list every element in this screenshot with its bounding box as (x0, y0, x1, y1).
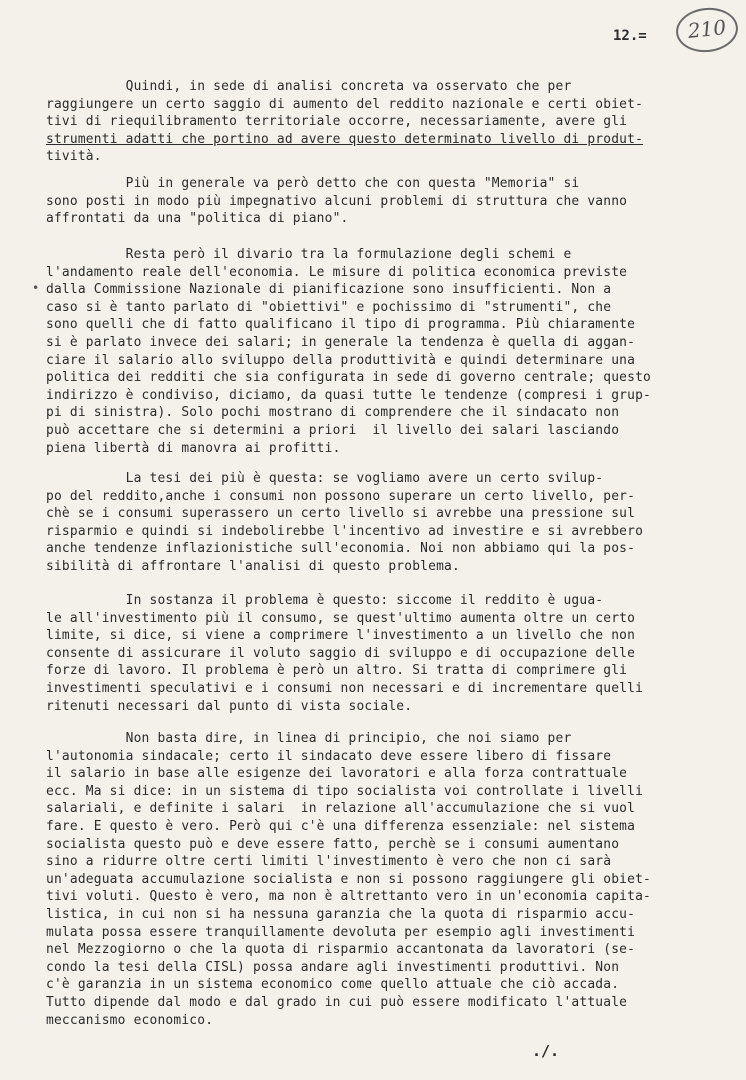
text-line: Quindi, in sede di analisi concreta va osservato che per (46, 79, 572, 94)
text-line: tivi di riequilibramento territoriale occorre, necessariamente, avere gli (46, 114, 628, 130)
paragraph-3 (46, 246, 726, 457)
text-line: Più in generale va però detto che con questa "Memoria" si (46, 176, 580, 191)
text-line: po del reddito,anche i consumi non possono superare un certo livello, per- (46, 488, 636, 504)
text-line: sibilità di affrontare l'analisi di questo problema. (46, 558, 460, 574)
text-line: sino a ridurre oltre certi limiti l'investimento è vero che non ci sarà (46, 854, 612, 870)
text-line: forze di lavoro. Il problema è però un altro. Si tratta di comprimere gli (46, 663, 628, 679)
paragraph-2 (46, 175, 726, 228)
text-line: pi di sinistra). Solo pochi mostrano di comprendere che il sindacato non (46, 405, 620, 421)
text-line: chè se i consumi superassero un certo livello si avrebbe una pressione sul (46, 506, 636, 522)
text-line: consente di assicurare il voluto saggio di sviluppo e di occupazione delle (46, 645, 636, 661)
text-line: salariali, e definite i salari in relazione all'accumulazione che si vuol (46, 801, 636, 817)
text-line: mulata possa essere tranquillamente devoluta per esempio agli investimenti (46, 924, 636, 940)
margin-mark: • (32, 281, 40, 295)
text-line: dalla Commissione Nazionale di pianificazione sono insufficienti. Non a (46, 282, 612, 298)
paragraph-5 (46, 592, 726, 715)
text-line: meccanismo economico. (46, 1012, 214, 1028)
text-line: tivi voluti. Questo è vero, ma non è altrettanto vero in un'economia capita- (46, 889, 652, 905)
text-line: il salario in base alle esigenze dei lavoratori e alla forza contrattuale (46, 766, 628, 782)
text-line: listica, in cui non si ha nessuna garanzia che la quota di risparmio accu- (46, 906, 636, 922)
text-line: politica dei redditi che sia configurata in sede di governo centrale; questo (46, 370, 652, 386)
paragraph-6 (46, 730, 726, 1029)
text-line: In sostanza il problema è questo: siccome il reddito è ugua- (46, 593, 604, 608)
paragraph-4 (46, 470, 726, 576)
text-line: nel Mezzogiorno o che la quota di risparmio accantonata da lavoratori (se- (46, 942, 636, 958)
text-line: può accettare che si determini a priori il livello dei salari lasciando (46, 422, 620, 438)
paragraph-1 (46, 78, 726, 166)
text-line: La tesi dei più è questa: se vogliamo avere un certo svilup- (46, 471, 604, 486)
text-line: si è parlato invece dei salari; in generale la tendenza è quella di aggan- (46, 334, 636, 350)
text-line: investimenti speculativi e i consumi non necessari e di incrementare quelli (46, 680, 644, 696)
text-line: sono posti in modo più impegnativo alcuni problemi di struttura che vanno (46, 193, 628, 209)
text-line: Non basta dire, in linea di principio, che noi siamo per (46, 731, 572, 746)
text-line: Resta però il divario tra la formulazione degli schemi e (46, 247, 572, 262)
text-line: risparmio e quindi si indebolirebbe l'incentivo ad investire e si avrebbero (46, 523, 644, 539)
text-line: c'è garanzia in un sistema economico come quello attuale che ciò accada. (46, 977, 620, 993)
text-line: l'autonomia sindacale; certo il sindacato deve essere libero di fissare (46, 748, 612, 764)
text-line: sono quelli che di fatto qualificano il tipo di programma. Più chiaramente (46, 317, 636, 333)
text-line: socialista questo può e deve essere fatto, perchè se i consumi aumentano (46, 836, 620, 852)
text-line: tività. (46, 149, 102, 165)
text-line: indirizzo è condiviso, diciamo, da quasi tutte le tendenze (compresi i grup- (46, 387, 652, 403)
text-line: condo la tesi della CISL) possa andare agli investimenti produttivi. Non (46, 959, 620, 975)
text-line: raggiungere un certo saggio di aumento del reddito nazionale e certi obiet- (46, 96, 644, 112)
text-line: le all'investimento più il consumo, se quest'ultimo aumenta oltre un certo (46, 610, 636, 626)
text-line: ciare il salario allo sviluppo della produttività e quindi determinare una (46, 352, 636, 368)
text-line: caso si è tanto parlato di "obiettivi" e pochissimo di "strumenti", che (46, 299, 612, 315)
text-line: ritenuti necessari dal punto di vista sociale. (46, 698, 413, 714)
page-number: 12.= (613, 28, 647, 44)
text-line: l'andamento reale dell'economia. Le misure di politica economica previste (46, 264, 628, 280)
text-line-underlined: strumenti adatti che portino ad avere questo determinato livello di produt- (46, 131, 644, 147)
continuation-marker: ./. (532, 1042, 560, 1060)
text-line: piena libertà di manovra ai profitti. (46, 440, 341, 456)
text-line: affrontati da una "politica di piano". (46, 211, 349, 227)
text-line: fare. E questo è vero. Però qui c'è una differenza essenziale: nel sistema (46, 818, 636, 834)
archive-stamp: 210 (674, 5, 740, 55)
text-line: un'adeguata accumulazione socialista e non si possono raggiungere gli obiet- (46, 871, 652, 887)
text-line: anche tendenze inflazionistiche sull'economia. Noi non abbiamo qui la pos- (46, 541, 636, 557)
text-line: ecc. Ma si dice: in un sistema di tipo socialista voi controllate i livelli (46, 783, 644, 799)
text-line: limite, si dice, si viene a comprimere l'investimento a un livello che non (46, 628, 636, 644)
text-line: Tutto dipende dal modo e dal grado in cui può essere modificato l'attuale (46, 994, 628, 1010)
